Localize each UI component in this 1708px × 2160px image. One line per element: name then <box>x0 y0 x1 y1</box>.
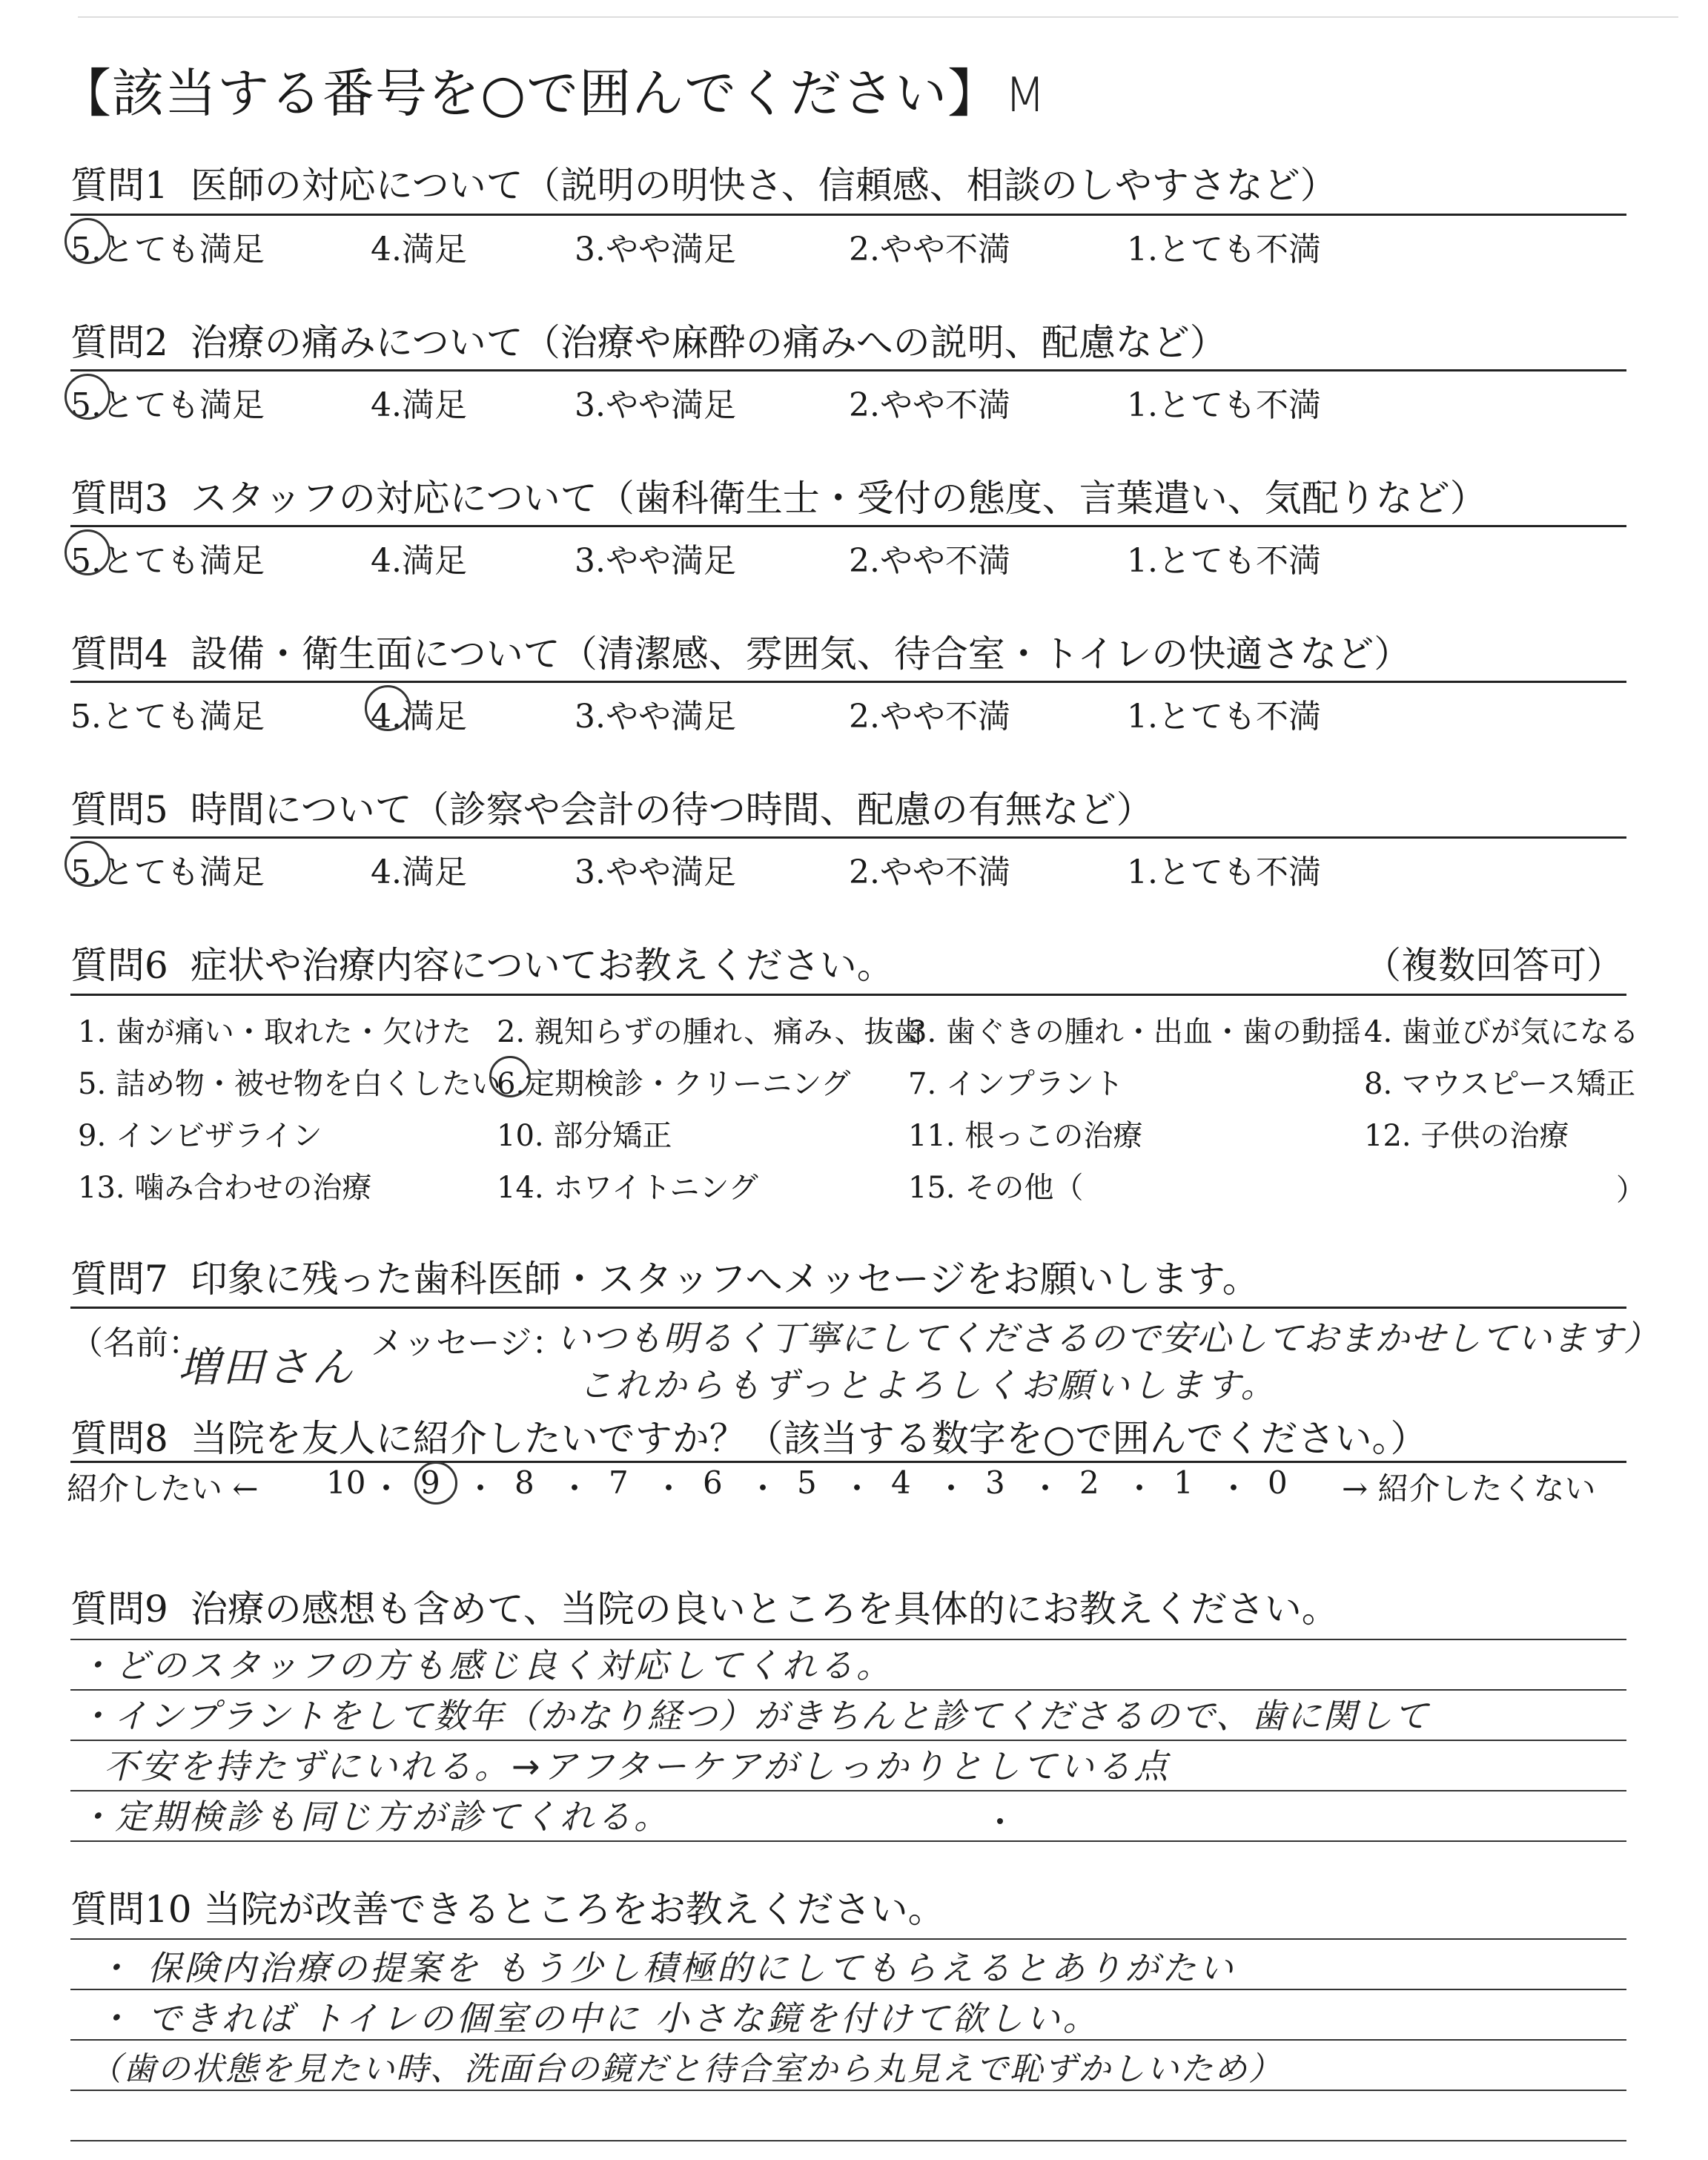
option-label: とても満足 <box>101 386 265 424</box>
option-number: 3. <box>575 231 606 268</box>
option-label: 満足 <box>401 853 467 891</box>
option-number: 5. <box>70 698 102 736</box>
instructions-header <box>59 52 1046 127</box>
option-number: 4. <box>371 853 402 891</box>
option-label: とても不満 <box>1157 386 1321 424</box>
question-7-rule <box>70 1307 1626 1309</box>
scale-value[interactable]: 9 <box>420 1464 440 1501</box>
scale-right-label: → 紹介したくない <box>1342 1470 1596 1507</box>
option-2[interactable] <box>849 690 1010 737</box>
option-number: 2. <box>849 853 880 891</box>
symptom-option[interactable]: 5. 詰め物・被せ物を白くしたい <box>78 1067 501 1101</box>
scale-value[interactable]: 1 <box>1174 1464 1194 1501</box>
symptom-option[interactable]: 13. 噛み合わせの治療 <box>78 1171 372 1205</box>
question-1: 質問1 医師の対応について（説明の明快さ、信頼感、相談のしやすさなど） <box>70 164 1337 207</box>
option-2[interactable] <box>849 534 1010 581</box>
scale-value[interactable]: 5 <box>797 1464 817 1501</box>
option-number: 3. <box>575 853 606 891</box>
question-3-rule <box>70 525 1626 527</box>
option-number: 5. <box>70 853 102 891</box>
scale-value[interactable]: 3 <box>985 1464 1005 1501</box>
option-4[interactable] <box>371 690 467 737</box>
option-label: とても満足 <box>101 698 265 736</box>
scale-value[interactable]: 2 <box>1079 1464 1099 1501</box>
option-1[interactable] <box>1127 845 1321 893</box>
option-number: 4. <box>371 386 402 424</box>
option-label: やや満足 <box>605 231 736 268</box>
q10-answer-2: ・ できれば トイレの個室の中に 小さな鏡を付けて欲しい。 <box>96 1998 1100 2038</box>
name-label: （名前： <box>70 1324 201 1362</box>
question-1-rule <box>70 214 1626 216</box>
symptom-option[interactable]: 15. その他（ <box>908 1171 1084 1205</box>
question-10: 質問10 当院が改善できるところをお教えください。 <box>70 1888 945 1931</box>
scale-value[interactable]: 4 <box>891 1464 911 1501</box>
q9-answer-1: ・どのスタッフの方も感じ良く対応してくれる。 <box>78 1645 893 1685</box>
option-label: とても不満 <box>1157 853 1321 891</box>
option-3[interactable] <box>575 222 736 270</box>
q9-answer-2: ・インプラントをして数年（かなり経つ）がきちんと診てくださるので、歯に関して <box>78 1696 1430 1736</box>
q10-answer-1: ・ 保険内治療の提案を もう少し積極的にしてもらえるとありがたい <box>96 1948 1237 1988</box>
option-label: とても不満 <box>1157 231 1321 268</box>
q9-line-5 <box>70 1840 1626 1842</box>
other-close-paren: ） <box>1616 1173 1646 1207</box>
scale-separator: ・ <box>841 1470 873 1507</box>
option-number: 2. <box>849 386 880 424</box>
option-label: やや不満 <box>879 542 1010 580</box>
q9-answer-4: ・定期検診も同じ方が診てくれる。 <box>78 1797 671 1837</box>
scale-separator: ・ <box>1218 1470 1250 1507</box>
option-number: 4. <box>371 698 402 736</box>
option-5[interactable] <box>70 845 265 893</box>
option-label: やや不満 <box>879 386 1010 424</box>
scale-separator: ・ <box>465 1470 497 1507</box>
q10-line-5 <box>70 2140 1626 2141</box>
symptom-option[interactable]: 1. 歯が痛い・取れた・欠けた <box>78 1015 471 1049</box>
symptom-option[interactable]: 14. ホワイトニング <box>497 1171 758 1205</box>
option-2[interactable] <box>849 845 1010 893</box>
option-label: やや満足 <box>605 698 736 736</box>
option-number: 3. <box>575 542 606 580</box>
option-3[interactable] <box>575 690 736 737</box>
q9-answer-3: 不安を持たずにいれる。→アフターケアがしっかりとしている点 <box>104 1746 1171 1786</box>
stray-dot <box>997 1818 1003 1824</box>
message-line-1: いつも明るく丁寧にしてくださるので安心しておまかせしています） <box>556 1318 1659 1359</box>
option-number: 1. <box>1127 386 1158 424</box>
scale-value[interactable]: 6 <box>703 1464 723 1501</box>
option-label: やや不満 <box>879 853 1010 891</box>
q10-line-1 <box>70 1938 1626 1940</box>
scale-separator: ・ <box>936 1470 967 1507</box>
option-5[interactable] <box>70 534 265 581</box>
question-4: 質問4 設備・衛生面について（清潔感、雰囲気、待合室・トイレの快適さなど） <box>70 633 1411 676</box>
q10-answer-3: （歯の状態を見たい時、洗面台の鏡だと待合室から丸見えで恥ずかしいため） <box>89 2050 1282 2088</box>
option-label: とても満足 <box>101 231 265 268</box>
question-4-rule <box>70 681 1626 683</box>
question-2-options <box>70 378 1627 423</box>
scale-value[interactable]: 7 <box>609 1464 629 1501</box>
scale-separator: ・ <box>371 1470 403 1507</box>
symptom-option[interactable]: 8. マウスピース矯正 <box>1364 1067 1636 1101</box>
option-number: 2. <box>849 231 880 268</box>
option-3[interactable] <box>575 378 736 426</box>
question-5: 質問5 時間について（診察や会計の待つ時間、配慮の有無など） <box>70 788 1153 831</box>
option-number: 1. <box>1127 853 1158 891</box>
option-3[interactable] <box>575 534 736 581</box>
option-number: 4. <box>371 542 402 580</box>
question-8: 質問8 当院を友人に紹介したいですか？（該当する数字を○で囲んでください。） <box>70 1417 1428 1460</box>
symptom-option[interactable]: 6.定期検診・クリーニング <box>497 1060 850 1103</box>
option-label: 満足 <box>401 231 467 268</box>
question-5-options <box>70 845 1627 890</box>
symptom-option[interactable]: 11. 根っこの治療 <box>908 1119 1143 1153</box>
scale-separator: ・ <box>653 1470 685 1507</box>
question-4-options <box>70 690 1627 734</box>
option-number: 2. <box>849 698 880 736</box>
q10-line-4 <box>70 2090 1626 2091</box>
symptom-option[interactable]: 7. インプラント <box>908 1067 1124 1101</box>
option-number: 3. <box>575 386 606 424</box>
question-2-rule <box>70 369 1626 371</box>
option-number: 5. <box>70 542 102 580</box>
top-border <box>78 16 1678 18</box>
message-line-2: これからもずっとよろしくお願いします。 <box>578 1365 1278 1405</box>
option-label: とても不満 <box>1157 698 1321 736</box>
option-number: 4. <box>371 231 402 268</box>
option-5[interactable] <box>70 690 265 737</box>
question-2: 質問2 治療の痛みについて（治療や麻酔の痛みへの説明、配慮など） <box>70 321 1227 364</box>
option-label: やや満足 <box>605 386 736 424</box>
option-label: とても満足 <box>101 542 265 580</box>
option-number: 5. <box>70 386 102 424</box>
option-1[interactable] <box>1127 378 1321 426</box>
scale-separator: ・ <box>747 1470 779 1507</box>
option-label: やや不満 <box>879 231 1010 268</box>
scale-left-label: 紹介したい ← <box>67 1470 259 1507</box>
question-5-rule <box>70 836 1626 839</box>
question-6-rule <box>70 994 1626 996</box>
option-label: 満足 <box>401 542 467 580</box>
option-label: やや満足 <box>605 542 736 580</box>
name-value: 増田さん <box>178 1344 356 1392</box>
recommend-scale <box>67 1464 1638 1509</box>
option-1[interactable] <box>1127 534 1321 581</box>
message-label: メッセージ： <box>371 1324 565 1362</box>
option-4[interactable] <box>371 845 467 893</box>
symptom-option[interactable]: 2. 親知らずの腫れ、痛み、抜歯 <box>497 1015 924 1049</box>
option-2[interactable] <box>849 222 1010 270</box>
question-3: 質問3 スタッフの対応について（歯科衛生士・受付の態度、言葉遣い、気配りなど） <box>70 477 1487 520</box>
scale-value[interactable]: 8 <box>514 1464 534 1501</box>
question-9: 質問9 治療の感想も含めて、当院の良いところを具体的にお教えください。 <box>70 1588 1339 1631</box>
option-4[interactable] <box>371 534 467 581</box>
symptom-option[interactable]: 10. 部分矯正 <box>497 1119 672 1153</box>
symptom-option[interactable]: 12. 子供の治療 <box>1364 1119 1569 1153</box>
option-5[interactable] <box>70 222 265 270</box>
question-7: 質問7 印象に残った歯科医師・スタッフへメッセージをお願いします。 <box>70 1258 1260 1301</box>
scale-separator: ・ <box>1030 1470 1062 1507</box>
option-number: 1. <box>1127 542 1158 580</box>
option-number: 1. <box>1127 698 1158 736</box>
option-3[interactable] <box>575 845 736 893</box>
option-2[interactable] <box>849 378 1010 426</box>
option-label: 満足 <box>401 698 467 736</box>
question-6: 質問6 症状や治療内容についてお教えください。 <box>70 944 894 987</box>
header-title: 【該当する番号を○で囲んでください】 <box>59 63 1001 124</box>
question-3-options <box>70 534 1627 578</box>
option-label: 満足 <box>401 386 467 424</box>
option-number: 5. <box>70 231 102 268</box>
option-4[interactable] <box>371 222 467 270</box>
question-8-rule <box>70 1461 1626 1463</box>
option-label: やや満足 <box>605 853 736 891</box>
symptom-option[interactable]: 3. 歯ぐきの腫れ・出血・歯の動揺 <box>908 1015 1361 1049</box>
option-4[interactable] <box>371 378 467 426</box>
option-label: とても満足 <box>101 853 265 891</box>
scale-value[interactable]: 0 <box>1268 1464 1288 1501</box>
question-6-options <box>70 1008 1639 1231</box>
option-label: とても不満 <box>1157 542 1321 580</box>
handwritten-initial: M <box>1004 68 1047 123</box>
option-5[interactable] <box>70 378 265 426</box>
option-number: 3. <box>575 698 606 736</box>
scale-separator: ・ <box>1124 1470 1156 1507</box>
question-1-options <box>70 222 1627 267</box>
option-number: 2. <box>849 542 880 580</box>
option-1[interactable] <box>1127 222 1321 270</box>
option-number: 1. <box>1127 231 1158 268</box>
symptom-option[interactable]: 4. 歯並びが気になる <box>1364 1015 1639 1049</box>
question-6-note: （複数回答可） <box>1364 944 1623 987</box>
option-1[interactable] <box>1127 690 1321 737</box>
scale-separator: ・ <box>559 1470 591 1507</box>
scale-value[interactable]: 10 <box>326 1464 366 1501</box>
symptom-option[interactable]: 9. インビザライン <box>78 1119 322 1153</box>
option-label: やや不満 <box>879 698 1010 736</box>
